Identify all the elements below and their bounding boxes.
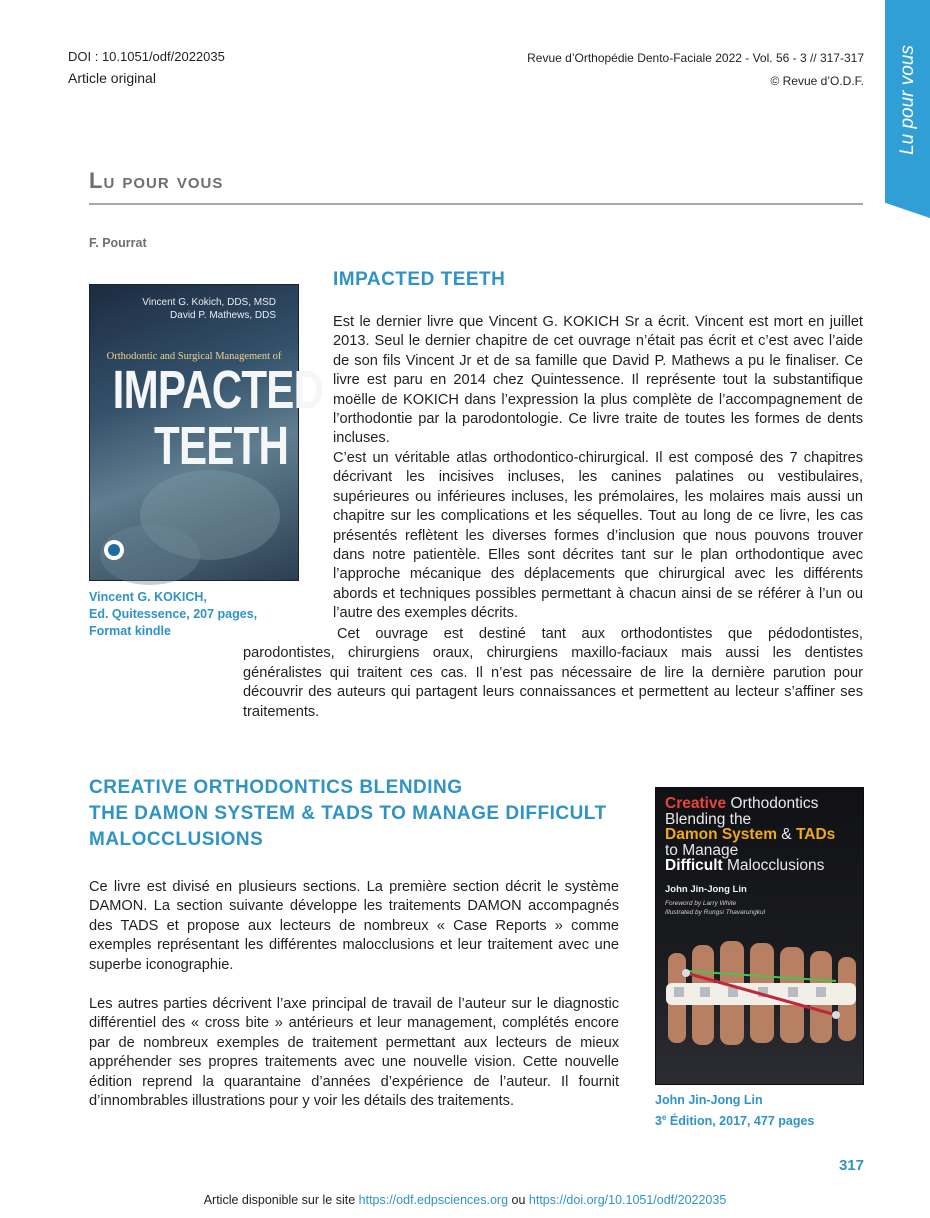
- review2-paragraph-2: Les autres parties décrivent l’axe principal de travail de l’auteur sur le diagnostic différentiel des « cross bite » antérieurs et leur management, complétés encore par de nombreux exemples de traitement permettant aux lecteurs de mieux appréhender ses propres traitements avec une nouvelle vision. Cette nouvelle édition reprend la quarantaine d’années d’expérience de l’auteur. Il fournit d’innombrables illustrations pour y voir les détails des traitements.: [89, 996, 619, 1110]
- dental-illustration: [656, 923, 863, 1084]
- footer: [0, 1192, 930, 1208]
- book-caption-lin: John Jin-Jong Lin 3e Édition, 2017, 477 pages: [655, 1093, 815, 1129]
- book-cover-impacted-teeth: [89, 284, 324, 581]
- footer-prefix: Article disponible sur le site: [203, 1193, 359, 1207]
- section-rule: [89, 203, 863, 205]
- copyright: © Revue d’O.D.F.: [770, 74, 864, 88]
- book-cover-creative-orthodontics: [655, 787, 864, 1085]
- book-cover-author: John Jin-Jong Lin: [665, 884, 747, 895]
- page-number: 317: [838, 1157, 864, 1174]
- review1-title: IMPACTED TEETH: [333, 269, 506, 290]
- xray-tooth-image: [90, 475, 298, 580]
- book-cover-subtitle: Orthodontic and Surgical Management of: [106, 351, 282, 362]
- book-cover-foreword: Foreword by Larry White: [665, 900, 737, 907]
- doi: DOI : 10.1051/odf/2022035: [68, 49, 225, 64]
- publisher-logo-icon: [103, 539, 125, 561]
- review1-paragraph-3: Cet ouvrage est destiné tant aux orthodontistes que pédodontistes, parodontistes, chirurgiens oraux, chirurgiens maxillo-faciaux mais aussi les dentistes généralistes qui traitent ces cas. Il n’est pas nécessaire de lire la dernière parution pour découvrir des auteurs qui partagent leurs connaissances et permettent au lecteur s’affiner ses traitements.: [243, 626, 863, 720]
- book-cover-authors: Vincent G. Kokich, DDS, MSD David P. Mathews, DDS: [142, 297, 276, 321]
- side-tab-label: Lu pour vous: [896, 45, 918, 155]
- book-cover-title-line1: IMPACTED: [112, 360, 324, 420]
- footer-link-site[interactable]: https://odf.edpsciences.org: [358, 1193, 509, 1207]
- footer-middle: ou: [508, 1193, 529, 1207]
- review2-title: CREATIVE ORTHODONTICS BLENDING THE DAMON SYSTEM & TADS TO MANAGE DIFFICULT MALOCCLUSIONS: [89, 777, 607, 850]
- book-caption-kokich: Vincent G. KOKICH, Ed. Quitessence, 207 pages, Format kindle: [89, 590, 258, 638]
- review2-paragraph-1: Ce livre est divisé en plusieurs sections. La première section décrit le système DAMON. La section suivante développe les traitements DAMON accompagnés des TADS et propose aux lecteurs de nombreux « Case Reports » comme exemples représentant les différentes malocclusions et leur traitement avec une superbe iconographie.: [89, 879, 619, 973]
- book-cover-title-line2: TEETH: [154, 416, 289, 476]
- journal-reference: Revue d’Orthopédie Dento-Faciale 2022 - Vol. 56 - 3 // 317-317: [527, 51, 864, 65]
- review1-paragraph-1: Est le dernier livre que Vincent G. KOKICH Sr a écrit. Vincent est mort en juillet 2013. Seul le dernier chapitre de cet ouvrage n’était pas écrit et c’est avec l’aide de son fils Vincent Jr et de sa famille que David P. Mathews a pu le finaliser. Ce livre est paru en 2014 chez Quintessence. Il représente tout la substantifique moëlle de KOKICH dans l’expression la plus complète de l’accompagnement de l’orthodontie par la parodontologie. Ce livre traite de toutes les formes de dents incluses.: [333, 314, 863, 447]
- section-title: Lu pour vous: [89, 168, 224, 193]
- author-name: F. Pourrat: [89, 236, 147, 250]
- book-cover-illustrator: Illustrated by Rungsi Thavarungkul: [665, 909, 766, 916]
- article-type: Article original: [68, 70, 156, 86]
- footer-link-doi[interactable]: https://doi.org/10.1051/odf/2022035: [528, 1193, 727, 1207]
- review1-paragraph-2: C’est un véritable atlas orthodontico-chirurgical. Il est composé des 7 chapitres décrivant les incisives incluses, les canines palatines ou vestibulaires, supérieures ou inférieures incluses, les prémolaires, les molaires mais aussi un chapitre sur les complications et les séquelles. Tout au long de ce livre, les cas présentés reflètent les diverses formes d’inclusion que nous pouvons trouver dans notre patientèle. Elles sont décrites tant sur le plan orthodontique avec l’approche mécanique des déplacements que chirurgical avec les différents abords et techniques possibles permettant à chacun ainsi de se référer à l’un ou l’autre des exemples décrits.: [333, 450, 863, 622]
- book-cover-title: Creative Orthodontics Blending the Damon System & TADs to Manage Difficult Malocclusions: [665, 795, 836, 874]
